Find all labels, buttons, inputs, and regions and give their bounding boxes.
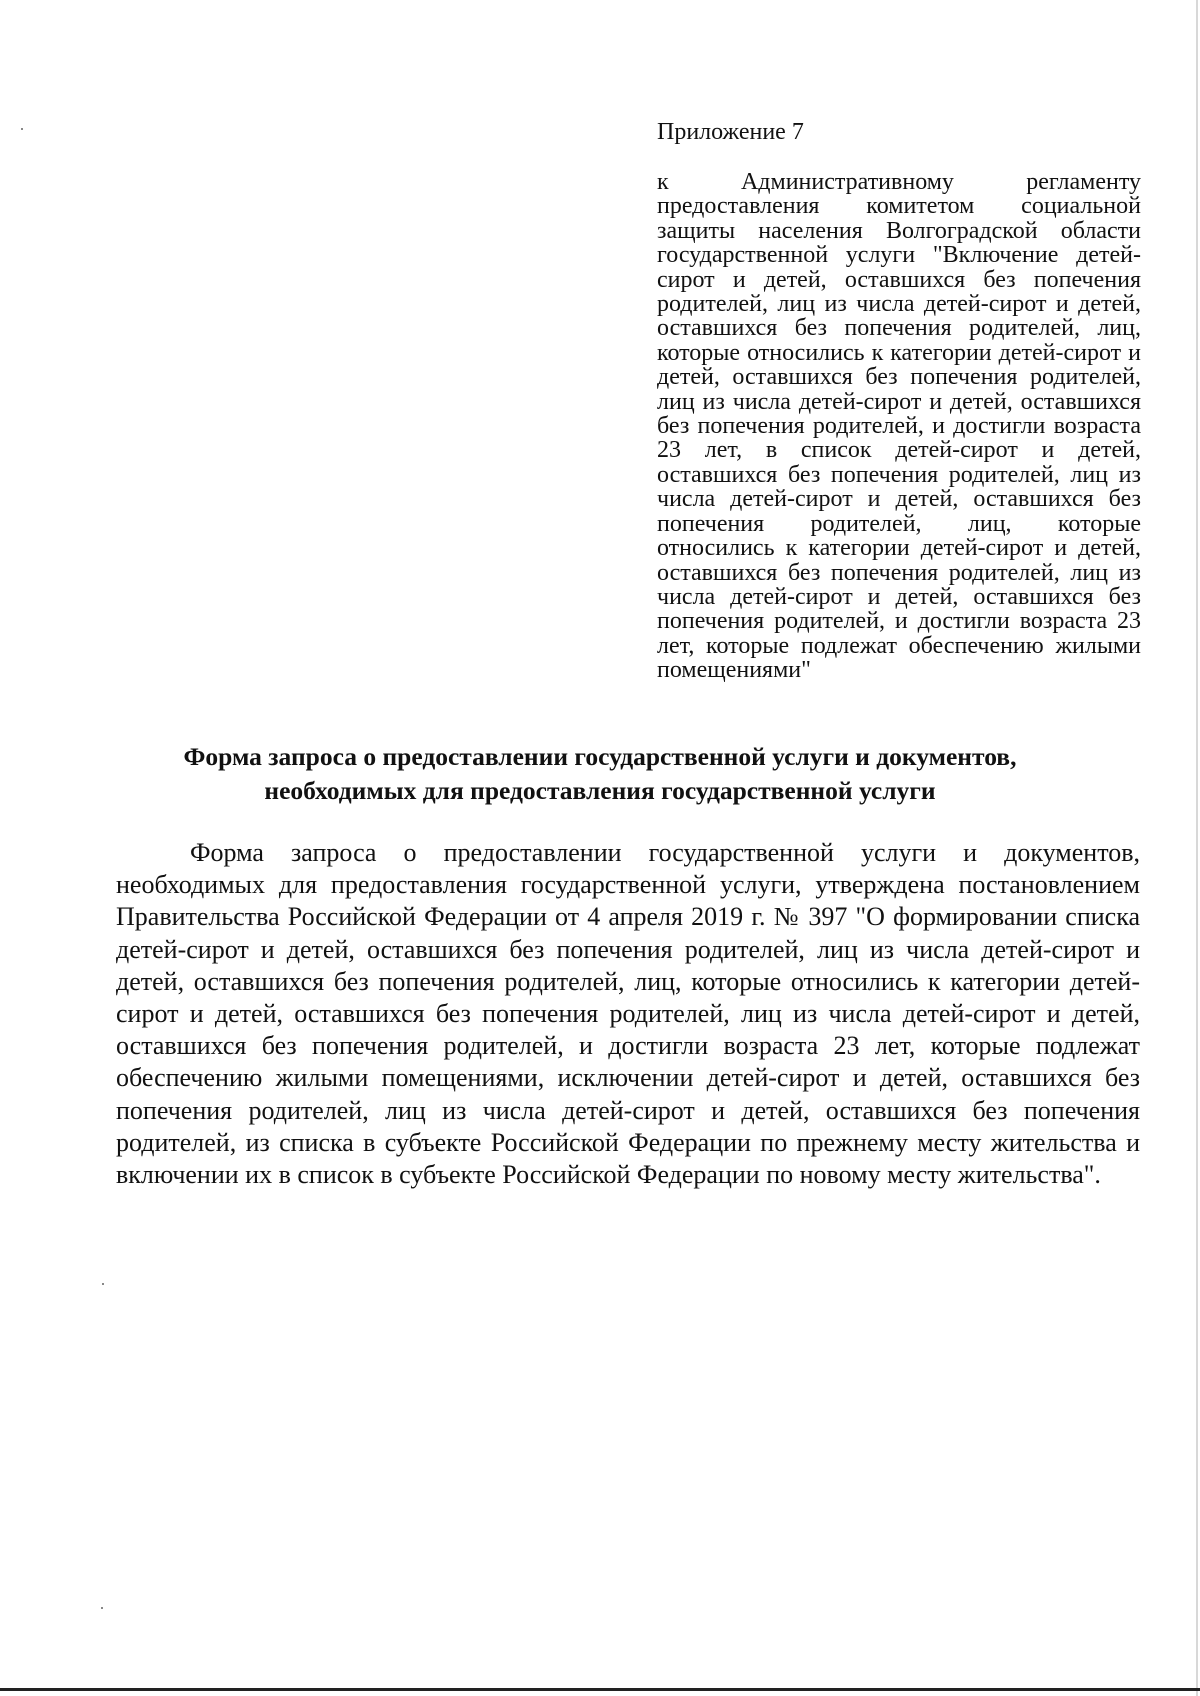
scan-bottom-edge (0, 1688, 1200, 1691)
form-heading (120, 740, 1080, 808)
scan-edge (1196, 0, 1198, 1696)
form-heading-line-2: необходимых для предоставления государственной услуги (264, 776, 936, 805)
form-heading-line-1: Форма запроса о предоставлении государственной услуги и документов, (183, 742, 1017, 771)
form-body-paragraph: Форма запроса о предоставлении государственной услуги и документов, необходимых для предоставления государственной услуги, утверждена постановлением Правительства Российской Федерации от 4 апреля 2019 г. № 397 "О формировании списка детей-сирот и детей, оставшихся без попечения родителей, лиц из числа детей-сирот и детей, оставшихся без попечения родителей, лиц, которые относились к категории детей-сирот и детей, оставшихся без попечения родителей, лиц из числа детей-сирот и детей, оставшихся без попечения родителей, и достигли возраста 23 лет, которые подлежат обеспечению жилыми помещениями, исключении детей-сирот и детей, оставшихся без попечения родителей, лиц из числа детей-сирот и детей, оставшихся без попечения родителей, из списка в субъекте Российской Федерации по прежнему месту жительства и включении их в список в субъекте Российской Федерации по новому месту жительства". (116, 838, 1140, 1190)
appendix-note: к Административному регламенту предоставления комитетом социальной защиты населения Волгоградской области государственной услуги "Включение детей-сирот и детей, оставшихся без попечения родителей, лиц из числа детей-сирот и детей, оставшихся без попечения родителей, лиц, которые относились к категории детей-сирот и детей, оставшихся без попечения родителей, лиц из числа детей-сирот и детей, оставшихся без попечения родителей, и достигли возраста 23 лет, в список детей-сирот и детей, оставшихся без попечения родителей, лиц из числа детей-сирот и детей, оставшихся без попечения родителей, лиц, которые относились к категории детей-сирот и детей, оставшихся без попечения родителей, лиц из числа детей-сирот и детей, оставшихся без попечения родителей, и достигли возраста 23 лет, которые подлежат обеспечению жилыми помещениями" (657, 169, 1141, 684)
scan-speck (21, 128, 23, 130)
scan-speck (101, 1607, 103, 1609)
scan-speck (102, 1283, 104, 1285)
appendix-title: Приложение 7 (657, 119, 804, 145)
